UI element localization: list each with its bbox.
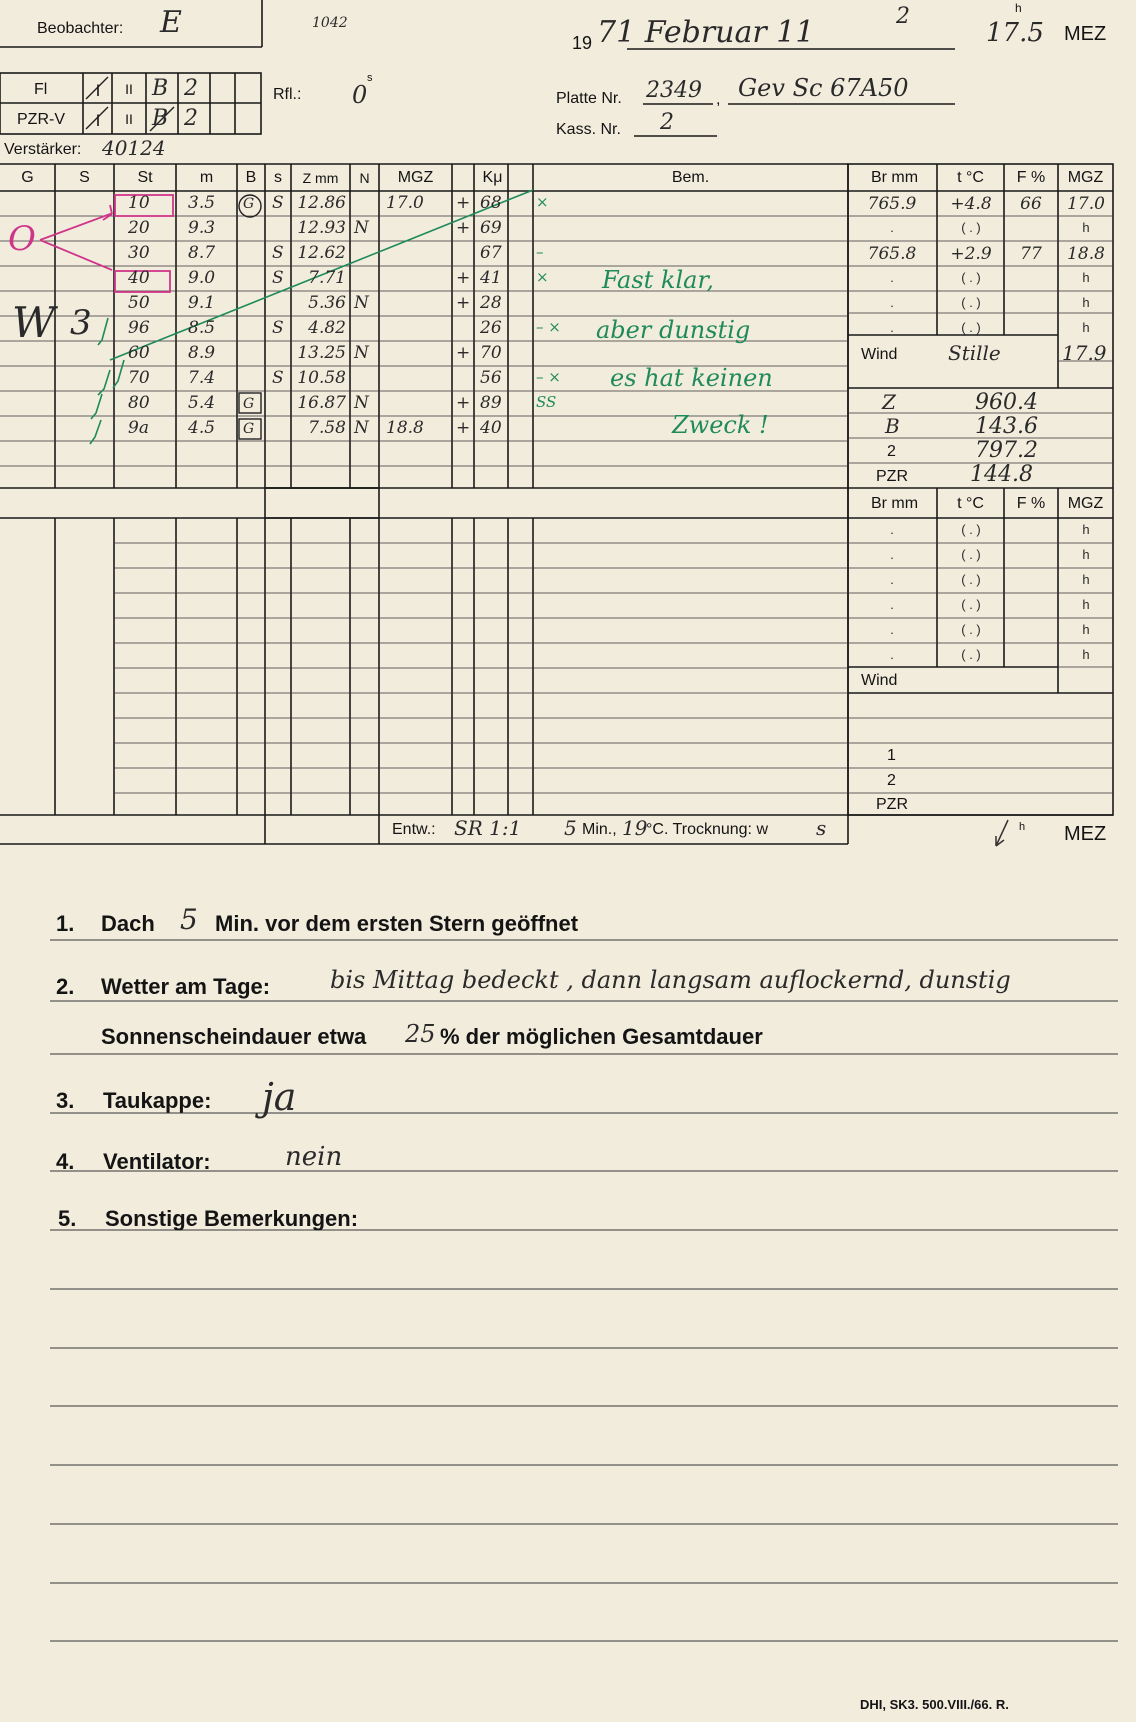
weather-bottom-row-4-col-2[interactable]: ( . ) bbox=[961, 597, 981, 612]
weather-row-3-br[interactable]: 765.8 bbox=[867, 244, 917, 264]
plate-label: Platte Nr. bbox=[556, 90, 622, 107]
row-8-x: – × bbox=[536, 368, 561, 386]
rfl-unit: s bbox=[367, 72, 373, 84]
row-2-k[interactable]: 69 bbox=[480, 218, 502, 238]
weather-row-4-br[interactable]: . bbox=[890, 270, 894, 285]
fl-option-value[interactable]: 2 bbox=[184, 76, 198, 101]
row-3-z[interactable]: 12.62 bbox=[297, 243, 346, 263]
row-5-ksign[interactable]: + bbox=[456, 293, 471, 313]
question-1-value[interactable]: 5 bbox=[180, 903, 198, 936]
weather-row-1-mgz[interactable]: 17.0 bbox=[1067, 194, 1105, 214]
row-1-z[interactable]: 12.86 bbox=[297, 193, 346, 213]
pzr-option-b[interactable]: B bbox=[152, 106, 169, 131]
col-header-m: m bbox=[199, 169, 214, 186]
weather-bottom-header-br: Br mm bbox=[870, 495, 919, 512]
weather-row-1-t[interactable]: +4.8 bbox=[950, 194, 992, 214]
row-5-z[interactable]: 5.36 bbox=[308, 293, 346, 313]
row-10-st[interactable]: 9a bbox=[128, 418, 149, 438]
plate-value[interactable]: 2349 bbox=[646, 78, 702, 103]
bottom-mez-label: MEZ bbox=[1064, 823, 1107, 845]
question-3-number: 3. bbox=[56, 1088, 75, 1113]
weather-bottom-row-5-col-2[interactable]: ( . ) bbox=[961, 622, 981, 637]
row-4-ksign[interactable]: + bbox=[456, 268, 471, 288]
row-2-n[interactable]: N bbox=[354, 218, 369, 238]
weather-row-4-t[interactable]: ( . ) bbox=[961, 270, 981, 285]
time-zone-label: MEZ bbox=[1064, 23, 1107, 45]
row-8-m[interactable]: 7.4 bbox=[188, 368, 216, 388]
weather-row-5-br[interactable]: . bbox=[890, 295, 894, 310]
weather-row-2-br[interactable]: . bbox=[890, 220, 894, 235]
weather-bottom-row-4-col-3[interactable]: h bbox=[1082, 597, 1090, 612]
weather-bottom-row-1-col-3[interactable]: h bbox=[1082, 522, 1090, 537]
row-7-k[interactable]: 70 bbox=[480, 343, 502, 363]
row-1-s[interactable]: S bbox=[272, 193, 284, 213]
sunshine-value[interactable]: 25 bbox=[405, 1020, 436, 1048]
observer-label: Beobachter: bbox=[37, 20, 124, 37]
row-7-n[interactable]: N bbox=[354, 343, 369, 363]
weather-bottom-row-6-col-2[interactable]: ( . ) bbox=[961, 647, 981, 662]
row-6-x: – × bbox=[536, 318, 561, 336]
row-1-x: × bbox=[536, 193, 549, 211]
weather-header-mgz: MGZ bbox=[1067, 169, 1104, 186]
weather-row-3-t[interactable]: +2.9 bbox=[950, 244, 992, 264]
fl-option-1[interactable]: I bbox=[95, 81, 101, 100]
row-3-m[interactable]: 8.7 bbox=[188, 243, 216, 263]
row-7-z[interactable]: 13.25 bbox=[297, 343, 346, 363]
row-9-b[interactable]: G bbox=[243, 396, 255, 412]
row-10-b[interactable]: G bbox=[243, 421, 255, 437]
rfl-label: Rfl.: bbox=[273, 86, 302, 103]
row-8-st[interactable]: 70 bbox=[128, 368, 150, 388]
weather-bottom-row-6-col-1[interactable]: . bbox=[890, 647, 894, 662]
wind-time[interactable]: 17.9 bbox=[1062, 341, 1107, 365]
col-header-remarks: Bem. bbox=[671, 169, 710, 186]
row-9-z[interactable]: 16.87 bbox=[297, 393, 346, 413]
weather-bottom-row-5-col-1[interactable]: . bbox=[890, 622, 894, 637]
sum-row-pzr: PZR bbox=[876, 796, 908, 813]
fl-option-b[interactable]: B bbox=[152, 76, 169, 101]
question-2-number: 2. bbox=[56, 974, 75, 999]
question-5-pre: Sonstige Bemerkungen: bbox=[105, 1206, 359, 1231]
development-minutes[interactable]: 5 bbox=[564, 816, 577, 840]
weather-row-2-t[interactable]: ( . ) bbox=[961, 220, 981, 235]
row-2-ksign[interactable]: + bbox=[456, 218, 471, 238]
plate-comma: , bbox=[716, 91, 721, 108]
col-header-g: G bbox=[21, 169, 34, 186]
row-9-ksign[interactable]: + bbox=[456, 393, 471, 413]
b-value[interactable]: 143.6 bbox=[975, 414, 1038, 439]
row-5-n[interactable]: N bbox=[354, 293, 369, 313]
row-1-st[interactable]: 10 bbox=[128, 193, 150, 213]
row-6-m[interactable]: 8.5 bbox=[188, 318, 216, 338]
date-value-extra: 2 bbox=[896, 4, 910, 29]
pzr-sum-label: PZR bbox=[876, 468, 908, 485]
row-label-w: W bbox=[12, 298, 56, 347]
weather-bottom-row-2-col-1[interactable]: . bbox=[890, 547, 894, 562]
weather-bottom-row-1-col-1[interactable]: . bbox=[890, 522, 894, 537]
question-4-number: 4. bbox=[56, 1149, 75, 1174]
question-2-pre: Wetter am Tage: bbox=[101, 974, 271, 999]
row-label-number: 3 bbox=[70, 303, 92, 343]
question-4-pre: Ventilator: bbox=[103, 1149, 211, 1174]
row-1-mgz[interactable]: 17.0 bbox=[386, 193, 424, 213]
row-9-st[interactable]: 80 bbox=[128, 393, 150, 413]
col-header-b: B bbox=[245, 169, 257, 186]
row-2-st[interactable]: 20 bbox=[128, 218, 150, 238]
row-4-s[interactable]: S bbox=[272, 268, 284, 288]
weather-bottom-row-3-col-1[interactable]: . bbox=[890, 572, 894, 587]
row-10-m[interactable]: 4.5 bbox=[188, 418, 216, 438]
row-4-st[interactable]: 40 bbox=[128, 268, 150, 288]
row-10-k[interactable]: 40 bbox=[480, 418, 502, 438]
development-temp[interactable]: 19 bbox=[622, 816, 648, 840]
row-10-mgz[interactable]: 18.8 bbox=[386, 418, 424, 438]
fl-option-2[interactable]: II bbox=[125, 81, 133, 97]
row-4-x: × bbox=[536, 268, 549, 286]
question-1-post: Min. vor dem ersten Stern geöffnet bbox=[215, 911, 579, 936]
g-mark: O bbox=[8, 219, 36, 259]
row-4-z[interactable]: 7.71 bbox=[308, 268, 346, 288]
two-label: 2 bbox=[887, 443, 896, 460]
weather-bottom-header-t: t °C bbox=[957, 495, 984, 512]
col-header-mgz: MGZ bbox=[397, 169, 434, 186]
col-header-n: N bbox=[359, 170, 370, 186]
row-7-m[interactable]: 8.9 bbox=[188, 343, 216, 363]
weather-row-5-t[interactable]: ( . ) bbox=[961, 295, 981, 310]
row-3-s[interactable]: S bbox=[272, 243, 284, 263]
row-5-st[interactable]: 50 bbox=[128, 293, 150, 313]
question-5-number: 5. bbox=[58, 1206, 77, 1231]
col-header-k: Kμ bbox=[482, 169, 503, 186]
amplifier-label: Verstärker: bbox=[4, 141, 82, 158]
pzr-sum-value[interactable]: 144.8 bbox=[970, 462, 1033, 487]
weather-row-2-mgz[interactable]: h bbox=[1082, 220, 1090, 235]
form-code: DHI, SK3. 500.VIII./66. R. bbox=[860, 1697, 1009, 1712]
development-value[interactable]: SR 1:1 bbox=[454, 816, 522, 840]
row-3-k[interactable]: 67 bbox=[480, 243, 502, 263]
wind-value[interactable]: Stille bbox=[948, 341, 1001, 365]
row-8-s[interactable]: S bbox=[272, 368, 284, 388]
rfl-value[interactable]: 0 bbox=[352, 81, 368, 109]
col-header-s-small: s bbox=[274, 169, 282, 186]
weather-bottom-row-2-col-3[interactable]: h bbox=[1082, 547, 1090, 562]
col-header-s: S bbox=[79, 169, 90, 186]
question-4-value[interactable]: nein bbox=[285, 1142, 343, 1172]
bottom-h-mark: h bbox=[1019, 821, 1026, 833]
row-1-k[interactable]: 68 bbox=[480, 193, 502, 213]
observer-value[interactable]: E bbox=[160, 5, 182, 40]
plate-extra[interactable]: Gev Sc 67A50 bbox=[738, 74, 909, 102]
row-1-b[interactable]: G bbox=[243, 196, 255, 212]
weather-header-f: F % bbox=[1016, 169, 1046, 186]
development-dry-value[interactable]: s bbox=[816, 816, 827, 840]
development-label: Entw.: bbox=[392, 821, 436, 838]
sunshine-post: % der möglichen Gesamtdauer bbox=[440, 1024, 763, 1049]
z-value[interactable]: 960.4 bbox=[975, 390, 1038, 415]
row-9-k[interactable]: 89 bbox=[480, 393, 502, 413]
observer-note: 1042 bbox=[312, 15, 348, 31]
fl-label: Fl bbox=[34, 81, 48, 98]
question-1-pre: Dach bbox=[101, 911, 155, 936]
row-9-n[interactable]: N bbox=[354, 393, 369, 413]
row-10-n[interactable]: N bbox=[354, 418, 369, 438]
row-6-st[interactable]: 96 bbox=[128, 318, 150, 338]
weather-bottom-row-1-col-2[interactable]: ( . ) bbox=[961, 522, 981, 537]
remark-line-1: Fast klar, bbox=[602, 266, 714, 294]
weather-bottom-header-mgz: MGZ bbox=[1067, 495, 1104, 512]
cassette-label: Kass. Nr. bbox=[556, 121, 621, 138]
weather-row-3-mgz[interactable]: 18.8 bbox=[1067, 244, 1105, 264]
time-value[interactable]: 17.5 bbox=[986, 18, 1044, 48]
pzr-option-1[interactable]: I bbox=[95, 111, 101, 130]
weather-bottom-row-4-col-1[interactable]: . bbox=[890, 597, 894, 612]
development-temp-label: °C. Trocknung: w bbox=[646, 821, 768, 838]
row-9-m[interactable]: 5.4 bbox=[188, 393, 216, 413]
row-4-m[interactable]: 9.0 bbox=[188, 268, 216, 288]
pzr-option-value[interactable]: 2 bbox=[184, 106, 198, 131]
weather-row-6-t[interactable]: ( . ) bbox=[961, 320, 981, 335]
remark-line-2: aber dunstig bbox=[596, 316, 751, 344]
weather-bottom-row-6-col-3[interactable]: h bbox=[1082, 647, 1090, 662]
weather-header-br: Br mm bbox=[870, 169, 919, 186]
row-2-m[interactable]: 9.3 bbox=[188, 218, 216, 238]
two-value[interactable]: 797.2 bbox=[975, 438, 1038, 463]
weather-bottom-row-5-col-3[interactable]: h bbox=[1082, 622, 1090, 637]
weather-row-5-mgz[interactable]: h bbox=[1082, 295, 1090, 310]
sum-row-2: 2 bbox=[887, 772, 896, 789]
date-value[interactable]: 71 Februar 11 bbox=[597, 15, 815, 50]
pzr-option-2[interactable]: II bbox=[125, 111, 133, 127]
col-header-z: Z mm bbox=[302, 170, 339, 186]
development-min-label: Min., bbox=[582, 821, 617, 838]
row-8-k[interactable]: 56 bbox=[480, 368, 502, 388]
row-2-z[interactable]: 12.93 bbox=[297, 218, 346, 238]
b-label: B bbox=[885, 414, 900, 438]
row-3-x: – bbox=[536, 243, 544, 261]
weather-header-t: t °C bbox=[957, 169, 984, 186]
weather-row-6-mgz[interactable]: h bbox=[1082, 320, 1090, 335]
wind-bottom-label: Wind bbox=[861, 672, 898, 689]
weather-row-3-f[interactable]: 77 bbox=[1020, 244, 1042, 264]
row-1-ksign[interactable]: + bbox=[456, 193, 471, 213]
weather-bottom-row-3-col-3[interactable]: h bbox=[1082, 572, 1090, 587]
row-6-s[interactable]: S bbox=[272, 318, 284, 338]
time-h-mark: h bbox=[1015, 1, 1022, 15]
sum-row-1: 1 bbox=[887, 747, 896, 764]
weather-row-1-br[interactable]: 765.9 bbox=[867, 194, 917, 214]
row-1-m[interactable]: 3.5 bbox=[188, 193, 216, 213]
z-label: Z bbox=[882, 390, 896, 414]
year-prefix: 19 bbox=[572, 33, 593, 53]
weather-bottom-row-2-col-2[interactable]: ( . ) bbox=[961, 547, 981, 562]
amplifier-value[interactable]: 40124 bbox=[102, 136, 166, 160]
cassette-value[interactable]: 2 bbox=[660, 110, 674, 135]
row-5-k[interactable]: 28 bbox=[480, 293, 502, 313]
row-6-k[interactable]: 26 bbox=[480, 318, 502, 338]
row-9-x: SS bbox=[536, 393, 557, 411]
wind-label: Wind bbox=[861, 346, 898, 363]
row-10-ksign[interactable]: + bbox=[456, 418, 471, 438]
remark-line-4: Zweck ! bbox=[672, 411, 769, 439]
weather-row-4-mgz[interactable]: h bbox=[1082, 270, 1090, 285]
sunshine-pre: Sonnenscheindauer etwa bbox=[101, 1024, 367, 1049]
row-8-z[interactable]: 10.58 bbox=[297, 368, 346, 388]
weather-bottom-row-3-col-2[interactable]: ( . ) bbox=[961, 572, 981, 587]
weather-row-1-f[interactable]: 66 bbox=[1020, 194, 1042, 214]
question-3-pre: Taukappe: bbox=[103, 1088, 212, 1113]
row-7-ksign[interactable]: + bbox=[456, 343, 471, 363]
question-1-number: 1. bbox=[56, 911, 75, 936]
row-7-st[interactable]: 60 bbox=[128, 343, 150, 363]
row-10-z[interactable]: 7.58 bbox=[308, 418, 346, 438]
question-3-value[interactable]: ja bbox=[262, 1075, 297, 1119]
row-3-st[interactable]: 30 bbox=[128, 243, 150, 263]
row-5-m[interactable]: 9.1 bbox=[188, 293, 216, 313]
remark-line-3: es hat keinen bbox=[610, 364, 773, 392]
weather-bottom-header-f: F % bbox=[1016, 495, 1046, 512]
row-6-z[interactable]: 4.82 bbox=[308, 318, 346, 338]
col-header-st: St bbox=[137, 169, 153, 186]
pzr-label: PZR-V bbox=[17, 111, 65, 128]
weather-row-6-br[interactable]: . bbox=[890, 320, 894, 335]
question-2-value[interactable]: bis Mittag bedeckt , dann langsam auflockernd, dunstig bbox=[330, 966, 1011, 994]
row-4-k[interactable]: 41 bbox=[480, 268, 502, 288]
